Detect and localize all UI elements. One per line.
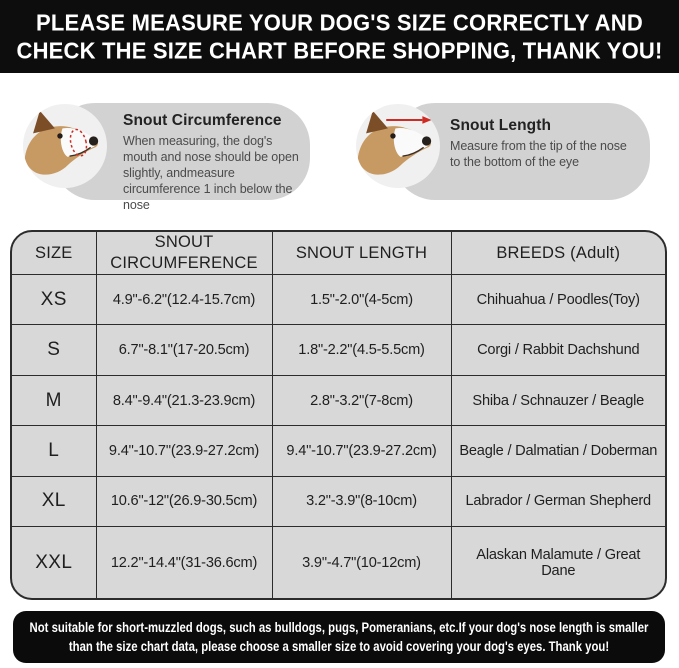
footer-note — [13, 611, 665, 663]
guide-title-length: Snout Length — [450, 117, 552, 134]
table-row-s — [12, 325, 665, 375]
table-row-m — [12, 375, 665, 425]
dog-head-illustration — [356, 104, 440, 188]
footer-note-text: Not suitable for short-muzzled dogs, such as bulldogs, pugs, Pomeranians, etc.If your dog's nose length is smaller than the size chart data, please choose a smaller size to avoid covering your dog's eyes. Thank you! — [29, 620, 649, 654]
size-label: S — [12, 325, 96, 375]
breeds-value: Beagle / Dalmatian / Doberman — [451, 426, 665, 476]
breeds-value: Corgi / Rabbit Dachshund — [451, 325, 665, 375]
breeds-value: Shiba / Schnauzer / Beagle — [451, 375, 665, 425]
size-chart-table — [10, 230, 667, 600]
length-value: 1.8"-2.2"(4.5-5.5cm) — [272, 325, 451, 375]
length-value: 1.5"-2.0"(4-5cm) — [272, 275, 451, 325]
circumference-value: 8.4"-9.4"(21.3-23.9cm) — [96, 375, 272, 425]
breeds-value: Labrador / German Shepherd — [451, 476, 665, 526]
banner-line-1: PLEASE MEASURE YOUR DOG'S SIZE CORRECTLY AND — [36, 8, 643, 35]
breeds-value: Alaskan Malamute / Great Dane — [451, 527, 665, 598]
table-row-xxl — [12, 527, 665, 598]
circumference-value: 12.2"-14.4"(31-36.6cm) — [96, 527, 272, 598]
header-banner — [0, 0, 679, 73]
column-header-breeds: BREEDS (Adult) — [451, 232, 665, 275]
guide-description-circumference: When measuring, the dog's mouth and nose should be open slightly, andmeasure circumference 1 inch below the nose — [123, 134, 299, 212]
length-value: 2.8"-3.2"(7-8cm) — [272, 375, 451, 425]
table-row-xl — [12, 476, 665, 526]
column-header-size: SIZE — [12, 232, 96, 275]
length-value: 9.4"-10.7"(23.9-27.2cm) — [272, 426, 451, 476]
breeds-value: Chihuahua / Poodles(Toy) — [451, 275, 665, 325]
length-value: 3.9"-4.7"(10-12cm) — [272, 527, 451, 598]
circumference-value: 4.9"-6.2"(12.4-15.7cm) — [96, 275, 272, 325]
size-label: XS — [12, 275, 96, 325]
banner-line-2: CHECK THE SIZE CHART BEFORE SHOPPING, THANK YOU! — [16, 36, 663, 63]
guide-title-circumference: Snout Circumference — [123, 112, 282, 129]
size-label: M — [12, 375, 96, 425]
dog-photo-circumference — [23, 104, 107, 188]
table-row-l — [12, 426, 665, 476]
circumference-value: 6.7"-8.1"(17-20.5cm) — [96, 325, 272, 375]
size-label: XL — [12, 476, 96, 526]
circumference-value: 9.4"-10.7"(23.9-27.2cm) — [96, 426, 272, 476]
circumference-value: 10.6"-12"(26.9-30.5cm) — [96, 476, 272, 526]
length-value: 3.2"-3.9"(8-10cm) — [272, 476, 451, 526]
table-header-row — [12, 232, 665, 275]
measure-arrow-icon — [386, 116, 431, 124]
column-header-snout-circumference: SNOUT CIRCUMFERENCE — [96, 232, 272, 275]
dog-photo-length — [356, 104, 440, 188]
guide-description-length: Measure from the tip of the nose to the bottom of the eye — [450, 139, 627, 169]
size-label: XXL — [12, 527, 96, 598]
dog-head-illustration — [23, 104, 107, 188]
column-header-snout-length: SNOUT LENGTH — [272, 232, 451, 275]
size-label: L — [12, 426, 96, 476]
table-row-xs — [12, 275, 665, 325]
